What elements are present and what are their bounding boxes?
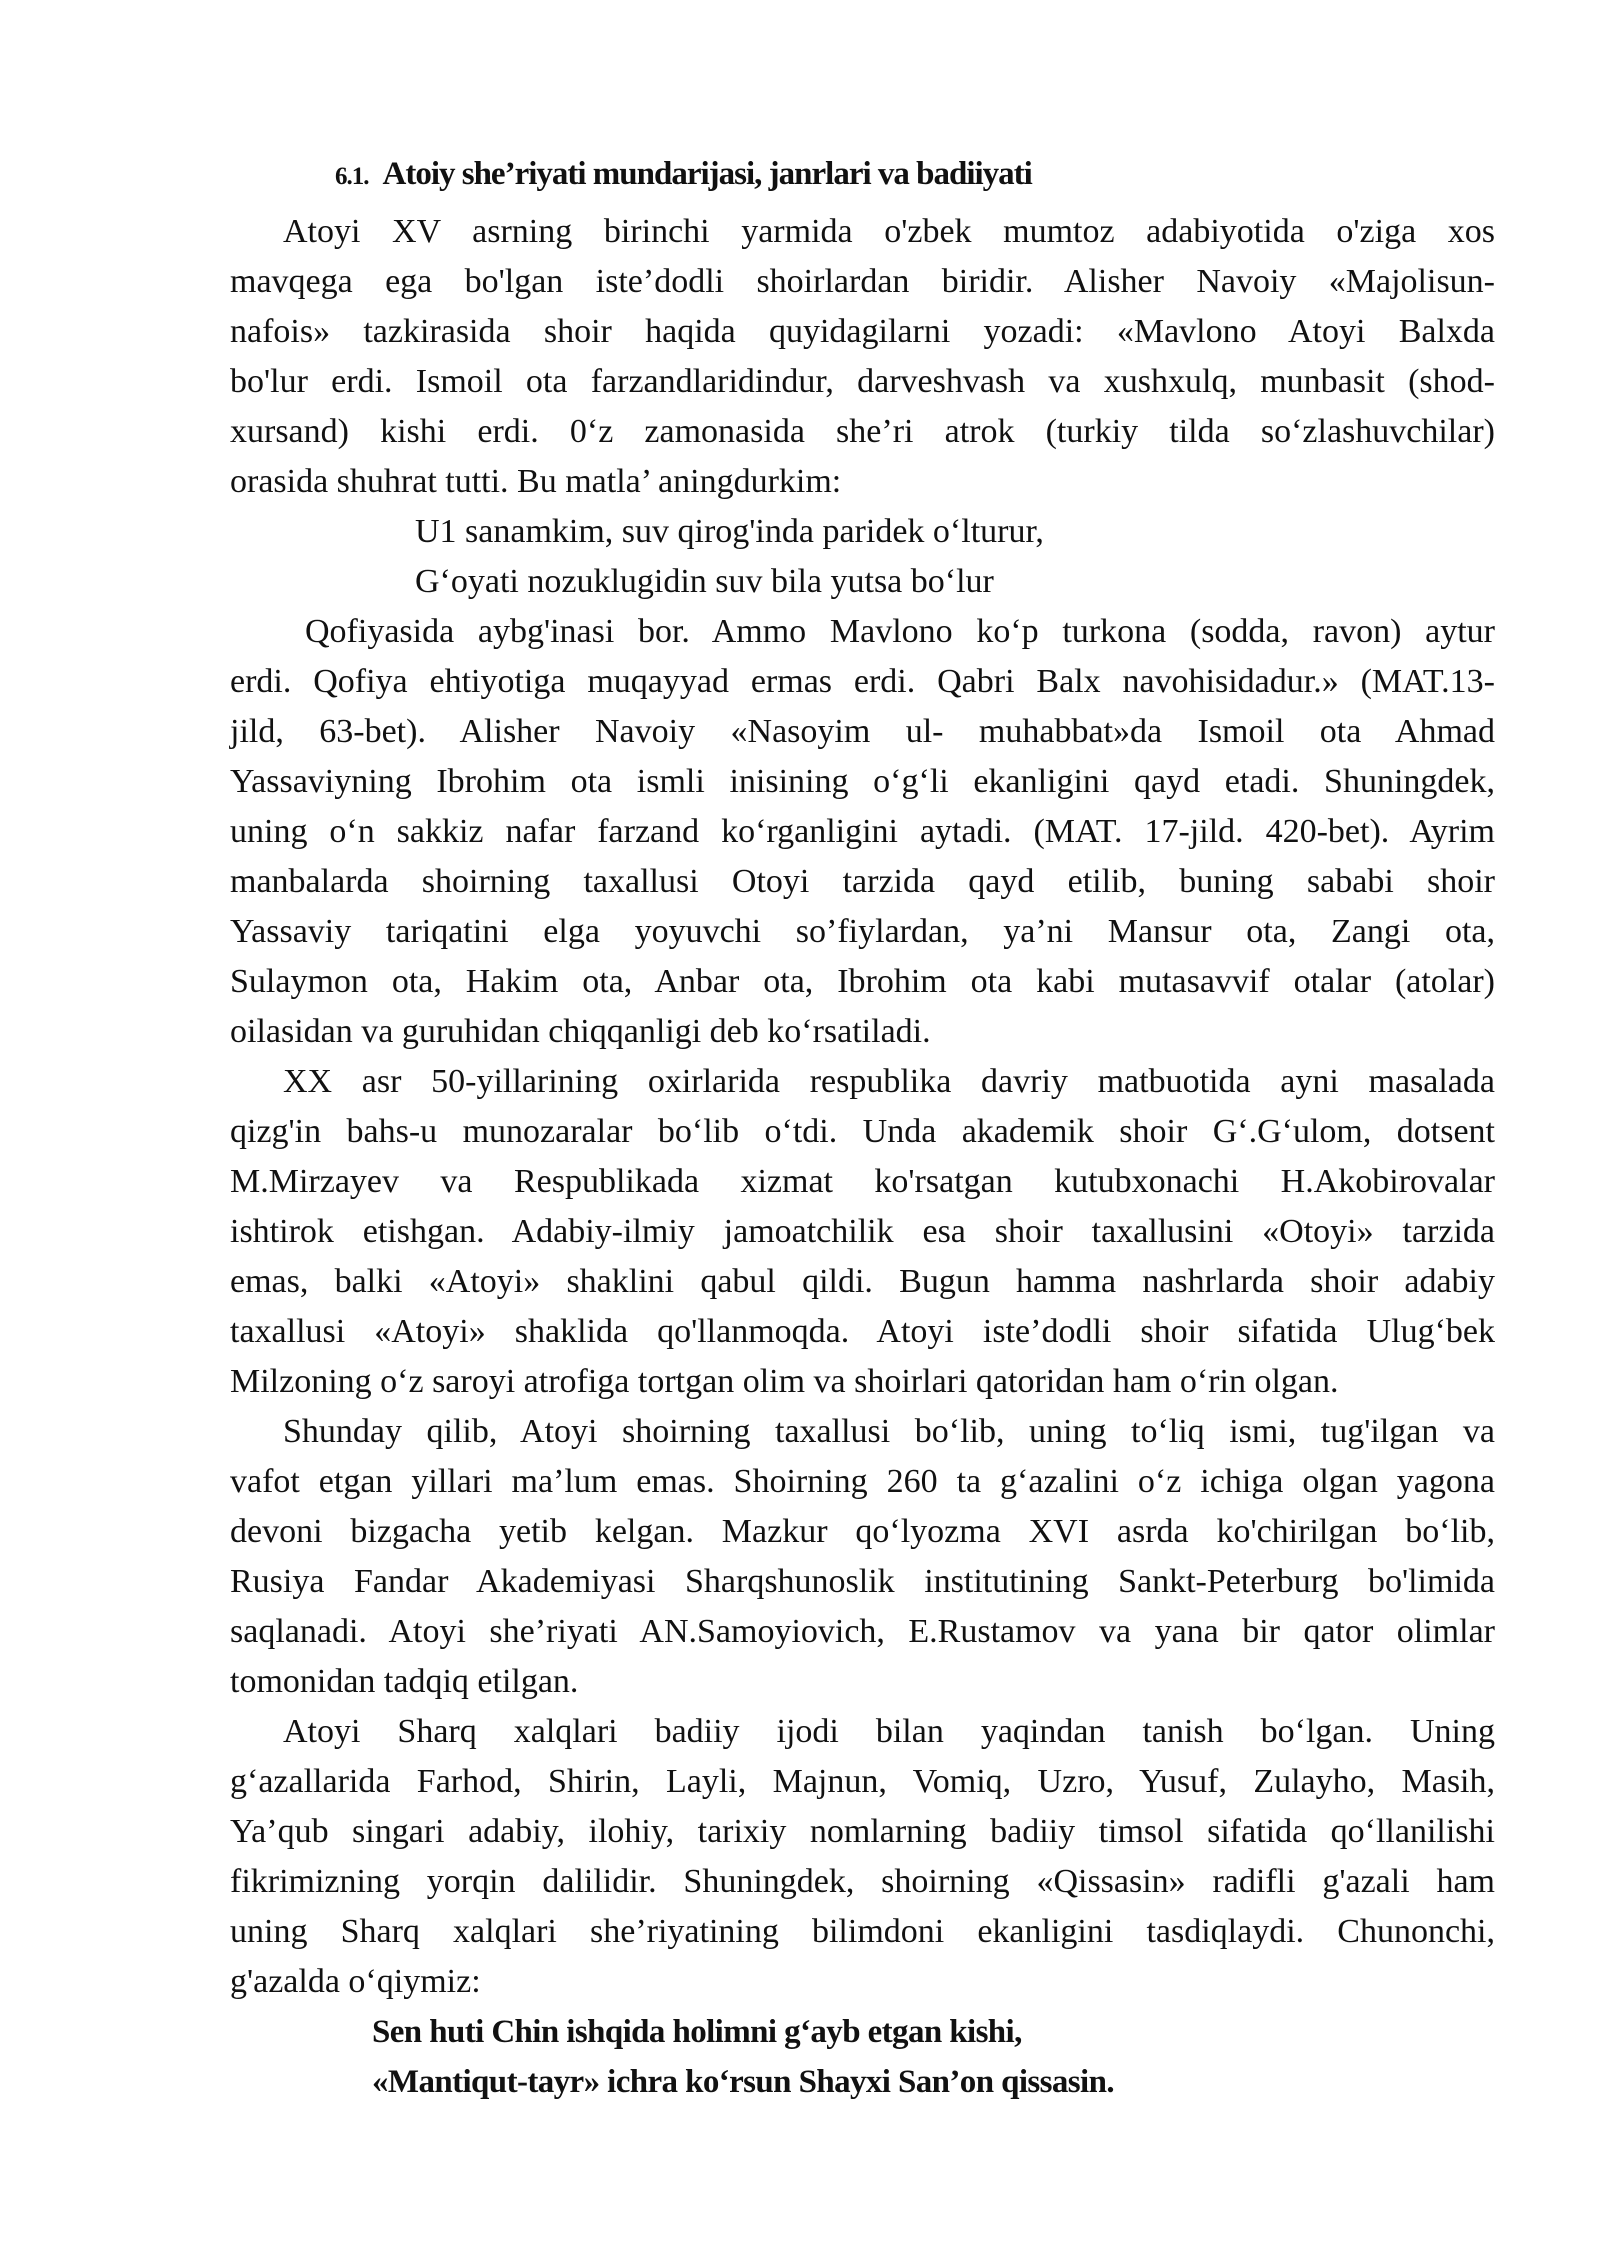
text-line: XX asr 50-yillarining oxirlarida respublika davriy matbuotida ayni masalada: [283, 1063, 1495, 1100]
text-line: tomonidan tadqiq etilgan.: [230, 1663, 579, 1700]
text-line: devoni bizgacha yetib kelgan. Mazkur qo‘lyozma XVI asrda ko'chirilgan bo‘lib,: [230, 1513, 1495, 1550]
section-heading: [335, 156, 1535, 193]
text-line: uning o‘n sakkiz nafar farzand ko‘rganligini aytadi. (MAT. 17-jild. 420-bet). Ayrim: [230, 813, 1495, 850]
text-line: oilasidan va guruhidan chiqqanligi deb ko‘rsatiladi.: [230, 1013, 931, 1050]
verse-line: G‘oyati nozuklugidin suv bila yutsa bo‘lur: [415, 563, 994, 600]
text-line: manbalarda shoirning taxallusi Otoyi tarzida qayd etilib, buning sababi shoir: [230, 863, 1495, 900]
text-line: bo'lur erdi. Ismoil ota farzandlaridindur, darveshvash va xushxulq, munbasit (shod-: [230, 363, 1495, 400]
text-line: Qofiyasida aybg'inasi bor. Ammo Mavlono ko‘p turkona (sodda, ravon) aytur: [305, 613, 1495, 650]
text-line: nafois» tazkirasida shoir haqida quyidagilarni yozadi: «Mavlono Atoyi Balxda: [230, 313, 1495, 350]
section-title: Atoiy she’riyati mundarijasi, janrlari va badiiyati: [382, 156, 1032, 192]
text-line: fikrimizning yorqin dalilidir. Shuningdek, shoirning «Qissasin» radifli g'azali ham: [230, 1863, 1495, 1900]
text-line: Yassaviyning Ibrohim ota ismli inisining o‘g‘li ekanligini qayd etadi. Shuningdek,: [230, 763, 1495, 800]
text-line: taxallusi «Atoyi» shaklida qo'llanmoqda. Atoyi iste’dodli shoir sifatida Ulug‘bek: [230, 1313, 1495, 1350]
text-line: ishtirok etishgan. Adabiy-ilmiy jamoatchilik esa shoir taxallusini «Otoyi» tarzida: [230, 1213, 1495, 1250]
text-line: Shunday qilib, Atoyi shoirning taxallusi bo‘lib, uning to‘liq ismi, tug'ilgan va: [283, 1413, 1495, 1450]
text-line: qizg'in bahs-u munozaralar bo‘lib o‘tdi. Unda akademik shoir G‘.G‘ulom, dotsent: [230, 1113, 1495, 1150]
text-line: Atoyi XV asrning birinchi yarmida o'zbek mumtoz adabiyotida o'ziga xos: [283, 213, 1495, 250]
text-line: Ya’qub singari adabiy, ilohiy, tarixiy nomlarning badiiy timsol sifatida qo‘llanilishi: [230, 1813, 1495, 1850]
text-line: g'azalda o‘qiymiz:: [230, 1963, 481, 2000]
text-line: Rusiya Fandar Akademiyasi Sharqshunoslik institutining Sankt-Peterburg bo'limida: [230, 1563, 1495, 1600]
text-line: Milzoning o‘z saroyi atrofiga tortgan olim va shoirlari qatoridan ham o‘rin olgan.: [230, 1363, 1339, 1400]
text-line: saqlanadi. Atoyi she’riyati AN.Samoyiovich, E.Rustamov va yana bir qator olimlar: [230, 1613, 1495, 1650]
verse-line: U1 sanamkim, suv qirog'inda paridek o‘lturur,: [415, 513, 1044, 550]
section-number: 6.1.: [335, 163, 369, 190]
text-line: orasida shuhrat tutti. Bu matla’ aningdurkim:: [230, 463, 842, 500]
text-line: jild, 63-bet). Alisher Navoiy «Nasoyim ul- muhabbat»da Ismoil ota Ahmad: [230, 713, 1495, 750]
text-line: Sulaymon ota, Hakim ota, Anbar ota, Ibrohim ota kabi mutasavvif otalar (atolar): [230, 963, 1495, 1000]
text-line: vafot etgan yillari ma’lum emas. Shoirning 260 ta g‘azalini o‘z ichiga olgan yagona: [230, 1463, 1495, 1500]
verse-line-bold: Sen huti Chin ishqida holimni g‘ayb etgan kishi,: [372, 2014, 1022, 2050]
verse-line-bold: «Mantiqut-tayr» ichra ko‘rsun Shayxi San’on qissasin.: [372, 2064, 1115, 2100]
text-line: M.Mirzayev va Respublikada xizmat ko'rsatgan kutubxonachi H.Akobirovalar: [230, 1163, 1495, 1200]
text-line: xursand) kishi erdi. 0‘z zamonasida she’ri atrok (turkiy tilda so‘zlashuvchilar): [230, 413, 1495, 450]
text-line: Atoyi Sharq xalqlari badiiy ijodi bilan yaqindan tanish bo‘lgan. Uning: [283, 1713, 1495, 1750]
text-line: emas, balki «Atoyi» shaklini qabul qildi. Bugun hamma nashrlarda shoir adabiy: [230, 1263, 1495, 1300]
text-line: uning Sharq xalqlari she’riyatining bilimdoni ekanligini tasdiqlaydi. Chunonchi,: [230, 1913, 1495, 1950]
text-line: g‘azallarida Farhod, Shirin, Layli, Majnun, Vomiq, Uzro, Yusuf, Zulayho, Masih,: [230, 1763, 1495, 1800]
text-line: Yassaviy tariqatini elga yoyuvchi so’fiylardan, ya’ni Mansur ota, Zangi ota,: [230, 913, 1495, 950]
text-line: erdi. Qofiya ehtiyotiga muqayyad ermas erdi. Qabri Balx navohisidadur.» (MAT.13-: [230, 663, 1495, 700]
text-line: mavqega ega bo'lgan iste’dodli shoirlardan biridir. Alisher Navoiy «Majolisun-: [230, 263, 1495, 300]
